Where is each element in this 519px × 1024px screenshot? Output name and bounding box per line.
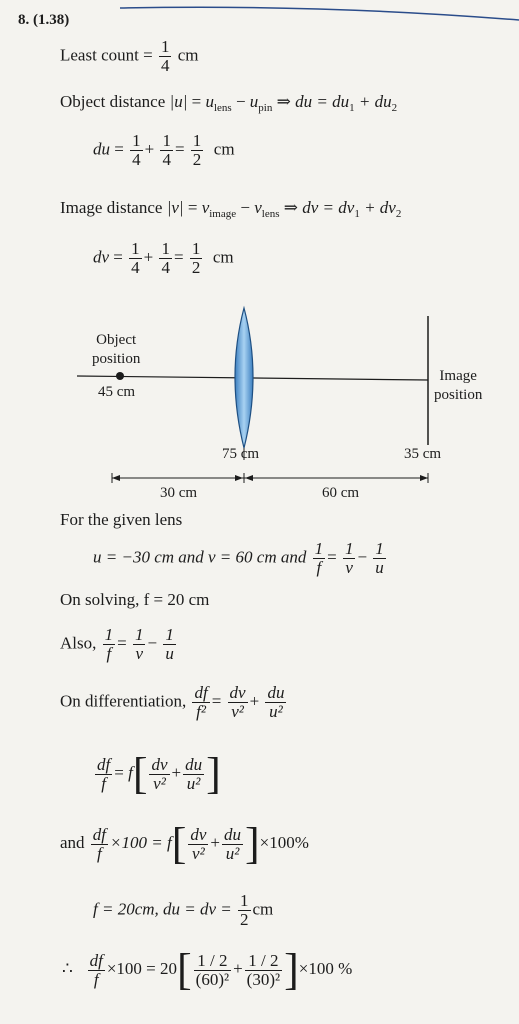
image-position-label: Image position [434, 368, 483, 403]
dv-frac-1: $\frac{1}{4}$ [131, 239, 140, 277]
du-plus: + du [358, 92, 392, 111]
abs-v: |v| [166, 198, 184, 217]
problem-number: 8. (1.38) [18, 12, 70, 28]
image-reading: 35 cm [404, 446, 442, 462]
also-equation: Also, $\frac{1}{f}$ = $\frac{1}{v}$ − $\frac{1}{u}$ [60, 625, 174, 663]
lens-frac-1: $\frac{1}{f}$ [314, 539, 324, 577]
du-rhs: du = du [295, 92, 350, 111]
object-distance-label: Object distance [60, 92, 166, 111]
lens-sub: lens [213, 102, 232, 114]
times-100: ×100 = f [110, 832, 172, 852]
du-frac-3: $\frac{1}{2}$ [192, 131, 202, 169]
also-label: Also, [60, 633, 97, 653]
dv-sub1: 1 [354, 208, 360, 220]
dv-rhs: dv = dv [302, 198, 355, 217]
du-lhs: du [93, 139, 110, 159]
lens-frac-2: $\frac{1}{v}$ [344, 539, 354, 577]
pin-sub: pin [258, 102, 273, 114]
values-unit: cm [252, 899, 274, 919]
and-frac-2: $\frac{dv}{\text{v²}}$ [190, 824, 207, 863]
dv-plus: + dv [364, 198, 396, 217]
f-factor: f [128, 762, 133, 782]
object-position-label: Object position [92, 332, 141, 367]
values-frac: $\frac{1}{2}$ [240, 891, 249, 929]
du-frac-2: $\frac{1}{4}$ [162, 131, 171, 169]
diff-frac-1: $\frac{df}{\text{f²}}$ [194, 683, 208, 721]
final-tail: ×100 % [298, 958, 353, 978]
also-frac-1: $\frac{1}{f}$ [104, 625, 114, 663]
gap-right-label: 60 cm [322, 485, 360, 501]
final-frac-2: $\frac{1 / 2}{\text{(60)²}}$ [195, 950, 230, 989]
dv-frac-3: $\frac{1}{2}$ [191, 239, 201, 277]
image-distance-label: Image distance [60, 198, 163, 217]
dv-v2-frac: $\frac{dv}{\text{v²}}$ [151, 754, 168, 793]
diff-frac-2: $\frac{dv}{\text{v²}}$ [229, 683, 246, 721]
du-unit: cm [213, 139, 235, 159]
dv-unit: cm [212, 247, 234, 267]
and-frac-3: $\frac{du}{\text{u²}}$ [224, 824, 241, 863]
du-u2-frac: $\frac{du}{\text{u²}}$ [185, 754, 203, 793]
du-sub2: 2 [391, 102, 398, 114]
least-count-unit: cm [177, 45, 199, 65]
also-frac-3: $\frac{1}{u}$ [165, 625, 174, 663]
on-solving-line: On solving, f = 20 cm [60, 590, 210, 609]
v-lens: v [254, 198, 262, 217]
and-tail: ×100% [259, 832, 309, 852]
and-label: and [60, 832, 85, 852]
final-frac-1: $\frac{df}{f}$ [89, 950, 103, 989]
convex-lens [235, 308, 253, 448]
least-count-line: Least count = $\frac{1}{4}$ cm [60, 37, 199, 75]
differentiation-equation: On differentiation, $\frac{df}{\text{f²}}$ = $\frac{dv}{\text{v²}}$ + $\frac{du}{\text{u²}}$ [60, 683, 285, 721]
dv-sub2: 2 [395, 208, 402, 220]
u-lens: u [205, 92, 214, 111]
df-over-f-equation: $\frac{df}{f}$ = f[ $\frac{dv}{\text{v²}}$ + $\frac{du}{\text{u²}}$ ] [97, 749, 221, 798]
abs-u: |u| [169, 92, 188, 111]
df-f-frac: $\frac{df}{f}$ [97, 754, 111, 793]
final-frac-3: $\frac{1 / 2}{\text{(30)²}}$ [246, 950, 281, 989]
least-count-label: Least count [60, 45, 139, 65]
du-sub1: 1 [349, 102, 355, 114]
lens-frac-3: $\frac{1}{u}$ [375, 539, 384, 577]
dv-frac-2: $\frac{1}{4}$ [161, 239, 170, 277]
image-distance-line: Image distance $|v| = v_{image} - v_{lens}$ ⇒ dv = $dv_1 + dv_2$ [60, 198, 402, 220]
v-lens-sub: lens [261, 208, 280, 220]
dv-lhs: dv [93, 247, 110, 267]
du-equation: du = $\frac{1}{4}$ + $\frac{1}{4}$ = $\frac{1}{2}$ cm [93, 131, 235, 169]
object-reading: 45 cm [98, 384, 136, 400]
diff-frac-3: $\frac{du}{\text{u²}}$ [267, 683, 285, 721]
values-line [93, 892, 273, 929]
gap-left-label: 30 cm [160, 485, 198, 501]
final-equation: ∴ $\frac{df}{f}$ ×100 = 20[ $\frac{1 / 2}{\text{(60)²}}$ + $\frac{1 / 2}{\text{(30)²}}$ ]×100 % [62, 945, 353, 994]
differentiation-label: On differentiation, [60, 691, 187, 711]
percent-error-equation: and $\frac{df}{f}$ ×100 = f[ $\frac{dv}{\text{v²}}$ + $\frac{du}{\text{u²}}$ ]×100% [60, 819, 309, 868]
object-distance-line: Object distance $|u| = u_{lens} - u_{pin}$ ⇒ du = $du_1 + du_2$ [60, 92, 398, 114]
image-sub: image [209, 208, 237, 220]
dv-equation: dv = $\frac{1}{4}$ + $\frac{1}{4}$ = $\frac{1}{2}$ cm [93, 239, 234, 277]
given-lens-equation: u = −30 cm and v = 60 cm and $\frac{1}{f}$ = $\frac{1}{v}$ − $\frac{1}{u}$ [93, 539, 384, 577]
v-image: v [201, 198, 210, 217]
optical-bench-diagram [0, 300, 519, 510]
and-frac-1: $\frac{df}{f}$ [92, 824, 107, 863]
least-count-fraction: $\frac{1}{4}$ [160, 37, 170, 75]
du-frac-1: $\frac{1}{4}$ [132, 131, 141, 169]
values-text: f = 20cm, du = dv = [93, 899, 232, 919]
u-pin: u [249, 92, 259, 111]
final-mid: ×100 = 20 [106, 958, 177, 978]
lens-reading: 75 cm [222, 446, 260, 462]
object-pin-dot [116, 372, 124, 380]
also-frac-2: $\frac{1}{v}$ [134, 625, 144, 663]
therefore-symbol: ∴ [62, 958, 73, 978]
page-edge-line [0, 0, 519, 40]
given-lens-intro: For the given lens [60, 510, 183, 529]
given-u-v: u = −30 cm and v = 60 cm and [93, 547, 307, 567]
